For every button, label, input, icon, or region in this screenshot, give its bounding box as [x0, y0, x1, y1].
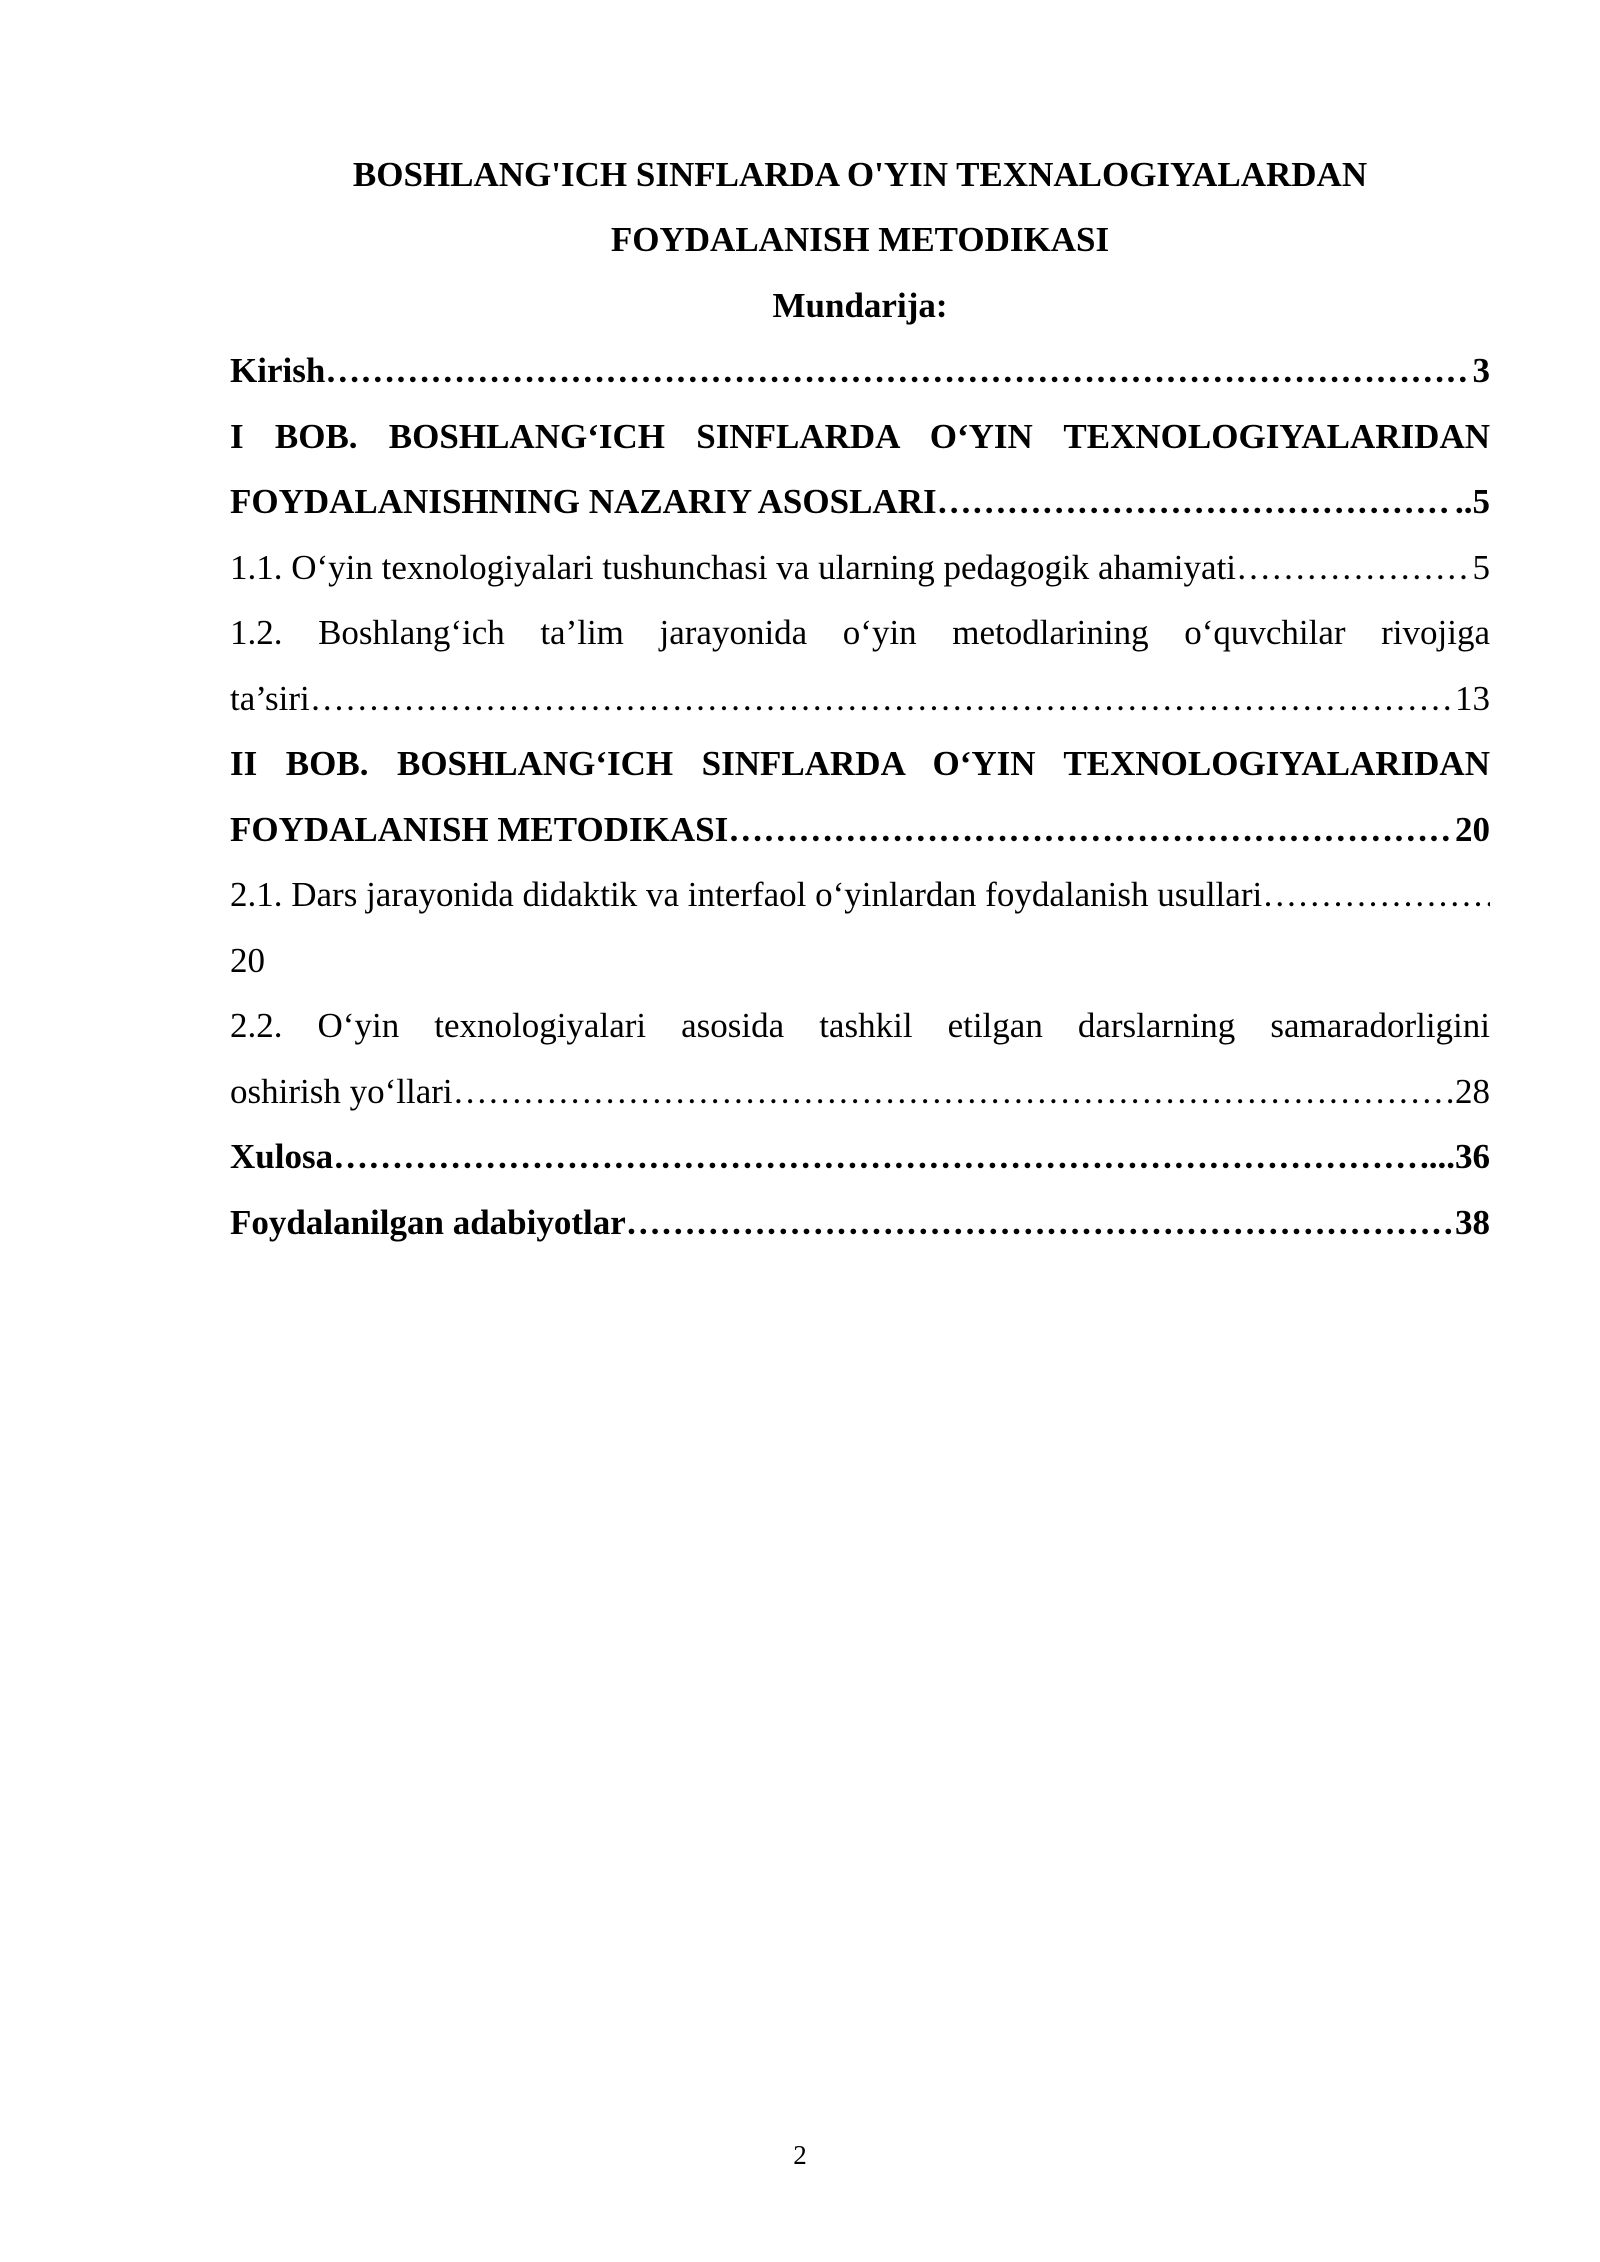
dot-leader [325, 338, 1470, 404]
toc-entry-section-2-2-line-1[interactable]: 2.2. O‘yin texnologiyalari asosida tashkil etilgan darslarning samaradorligini [230, 1006, 1490, 1045]
dot-leader [453, 1059, 1453, 1125]
toc-entry-label: Xulosa [230, 1137, 334, 1176]
toc-entry-label: oshirish yo‘llari [230, 1071, 453, 1111]
toc-entry-section-2-1-line-2[interactable] [230, 928, 1490, 994]
toc-page-number: 20 [1455, 809, 1490, 849]
toc-entry-section-1-1[interactable] [230, 535, 1490, 601]
toc-entry-adabiyotlar[interactable] [230, 1190, 1490, 1256]
toc-page-number: ..5 [1455, 482, 1490, 521]
toc-page-number: 3 [1472, 351, 1490, 390]
toc-entry-section-2-1-line-1[interactable] [230, 862, 1490, 928]
toc-entry-chapter-1-line-1[interactable]: I BOB. BOSHLANG‘ICH SINFLARDA O‘YIN TEXNOLOGIYALARIDAN [230, 416, 1490, 456]
toc-page-number: 20 [230, 940, 265, 980]
toc-entry-label: ta’siri [230, 678, 310, 718]
dot-leader [1262, 862, 1490, 928]
toc-entry-chapter-2-line-1[interactable]: II BOB. BOSHLANG‘ICH SINFLARDA O‘YIN TEXNOLOGIYALARIDAN [230, 744, 1490, 783]
toc-entry-xulosa[interactable] [230, 1124, 1490, 1190]
toc-entry-label: Kirish [230, 351, 326, 390]
toc-entry-label: 1.1. O‘yin texnologiyalari tushunchasi va ularning pedagogik ahamiyati [230, 547, 1237, 587]
dot-leader [626, 1190, 1453, 1256]
dot-leader [310, 666, 1453, 732]
page-number: 2 [793, 2140, 807, 2170]
toc-entry-chapter-2-line-2[interactable] [230, 797, 1490, 863]
dot-leader [728, 797, 1453, 863]
toc-page-number: 38 [1455, 1202, 1490, 1242]
toc-page-number: ....36 [1420, 1137, 1490, 1176]
table-of-contents [230, 338, 1490, 1255]
toc-page-number: 13 [1455, 678, 1490, 718]
toc-entry-section-2-2-line-2[interactable] [230, 1059, 1490, 1125]
toc-entry-kirish[interactable] [230, 338, 1490, 404]
contents-heading: Mundarija: [772, 286, 948, 325]
toc-page-number: 28 [1455, 1071, 1490, 1111]
toc-entry-label: FOYDALANISHNING NAZARIY ASOSLARI [230, 482, 937, 521]
dot-leader [1236, 535, 1470, 601]
toc-entry-section-1-2-line-1[interactable]: 1.2. Boshlang‘ich ta’lim jarayonida o‘yin metodlarining o‘quvchilar rivojiga [230, 613, 1490, 652]
document-title-line-2: FOYDALANISH METODIKASI [610, 220, 1110, 259]
document-title-line-1: BOSHLANG'ICH SINFLARDA O'YIN TEXNALOGIYALARDAN [352, 155, 1368, 194]
toc-entry-label: Foydalanilgan adabiyotlar [230, 1202, 626, 1242]
toc-page-number: 5 [1472, 547, 1490, 587]
dot-leader [333, 1124, 1418, 1190]
dot-leader [937, 469, 1453, 535]
toc-entry-label: FOYDALANISH METODIKASI [230, 809, 729, 849]
toc-entry-section-1-2-line-2[interactable] [230, 666, 1490, 732]
toc-entry-chapter-1-line-2[interactable] [230, 469, 1490, 535]
toc-entry-label: 2.1. Dars jarayonida didaktik va interfaol o‘yinlardan foydalanish usullari [230, 875, 1263, 914]
